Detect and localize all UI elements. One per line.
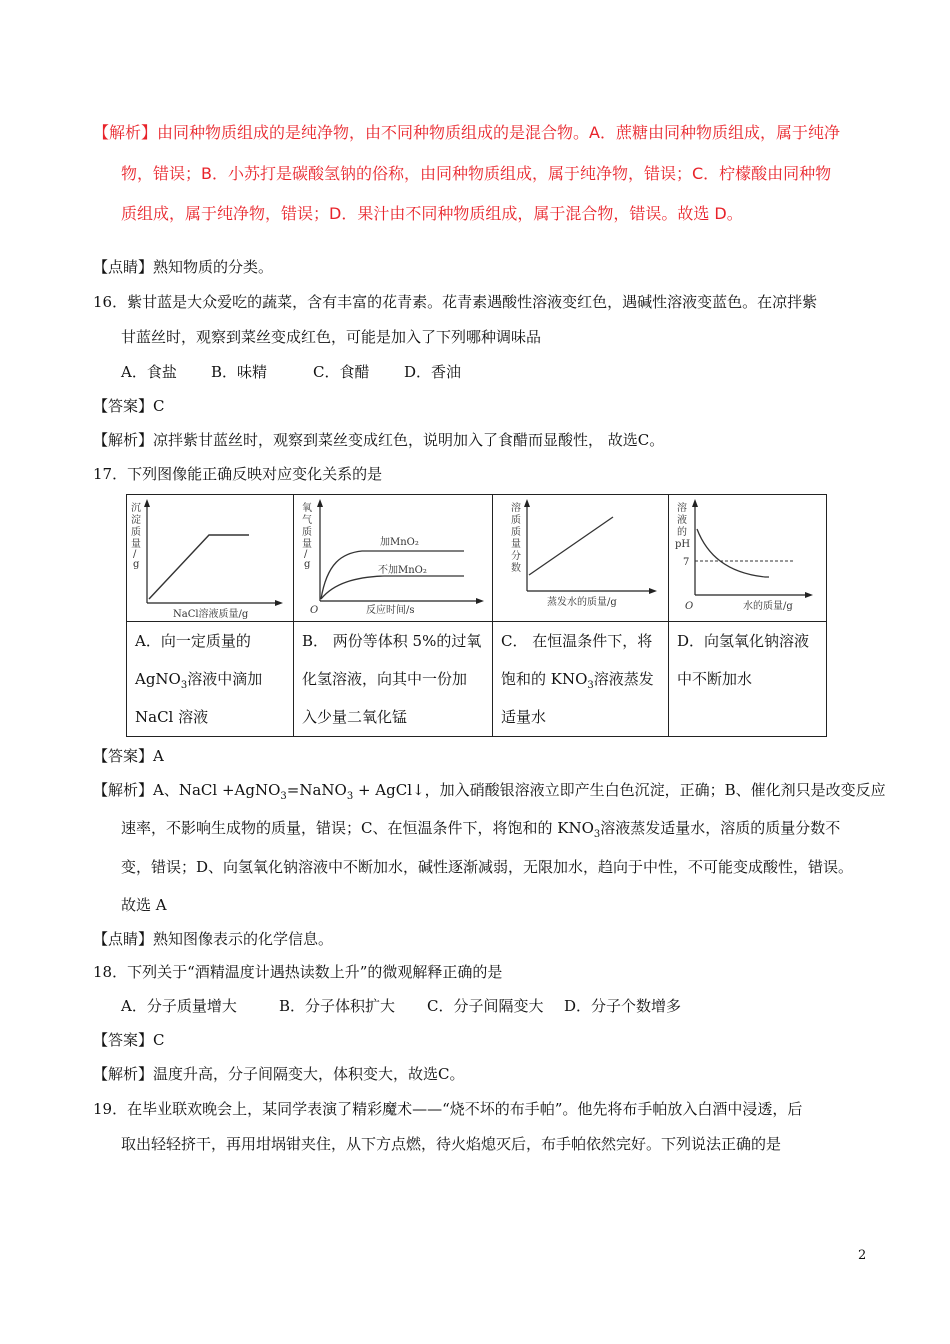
graph-c-y-arrow	[524, 499, 530, 507]
graph-a-x-arrow	[275, 600, 283, 606]
q16-option-b: B．味精	[211, 363, 268, 381]
graph-a-curve	[149, 535, 249, 599]
graph-c-ylabel-5: 数	[511, 563, 521, 574]
option-b-line1: B． 两份等体积 5%的过氧	[302, 632, 482, 650]
graph-c-ylabel-2: 质	[511, 527, 521, 538]
option-b-cell	[294, 622, 493, 737]
graph-b	[294, 495, 493, 621]
graph-a-ylabel-0: 沉	[131, 503, 141, 514]
graph-a-y-arrow	[144, 499, 150, 507]
q16-option-d: D．香油	[404, 363, 462, 381]
q15-tip: 【点睛】熟知物质的分类。	[93, 258, 274, 276]
graph-d-ylabel-1: 液	[677, 515, 687, 526]
graph-a-cell	[127, 495, 294, 622]
q18-option-d: D．分子个数增多	[564, 997, 682, 1015]
q17-answer: 【答案】A	[93, 747, 164, 765]
graph-b-curve-no-mno2	[321, 576, 464, 599]
graph-d-xlabel: 水的质量/g	[743, 601, 793, 612]
graph-a	[127, 495, 294, 621]
graph-d-ylabel-0: 溶	[677, 503, 687, 514]
q17-analysis-line2: 速率，不影响生成物的质量，错误；C、在恒温条件下，将饱和的 $KNO_3$溶液蒸发适量水，溶质的质量分数不	[121, 819, 841, 840]
q16-stem-line1: 16．紫甘蓝是大众爱吃的蔬菜，含有丰富的花青素。花青素遇酸性溶液变红色，遇碱性溶液变蓝色。在凉拌紫	[93, 293, 818, 311]
graph-d-tick-7: 7	[683, 557, 690, 568]
option-d-line1: D．向氢氧化钠溶液	[677, 632, 810, 650]
q17-graph-table	[126, 494, 827, 737]
option-c-cell	[493, 622, 669, 737]
option-a-cell	[127, 622, 294, 737]
option-c-line1: C． 在恒温条件下，将	[501, 632, 653, 650]
option-a-line1: A．向一定质量的	[135, 632, 251, 650]
graph-c	[493, 495, 669, 621]
q15-analysis-line3: 质组成，属于纯净物，错误；D．果汁由不同种物质组成，属于混合物，错误。故选 D。	[121, 204, 743, 223]
graph-b-y-arrow	[317, 499, 323, 507]
q18-option-b: B．分子体积扩大	[279, 997, 396, 1015]
q17-tip: 【点睛】熟知图像表示的化学信息。	[93, 930, 334, 948]
option-c-line2: 饱和的 $KNO_3$溶液蒸发	[501, 670, 654, 691]
q18-option-c: C．分子间隔变大	[427, 997, 544, 1015]
graph-c-xlabel: 蒸发水的质量/g	[547, 597, 617, 608]
q17-stem: 17．下列图像能正确反映对应变化关系的是	[93, 465, 383, 483]
option-d-line2: 中不断加水	[677, 670, 753, 688]
graph-c-cell	[493, 495, 669, 622]
graph-d-origin: O	[685, 601, 694, 612]
graph-d-ylabel-3: pH	[675, 539, 691, 550]
graph-b-label-mno2: 加MnO₂	[380, 537, 419, 548]
graph-c-ylabel-1: 质	[511, 515, 521, 526]
q18-analysis: 【解析】温度升高，分子间隔变大，体积变大，故选C。	[93, 1065, 465, 1083]
graph-a-ylabel-3: 量	[131, 539, 141, 550]
graph-b-x-arrow	[476, 598, 484, 604]
graph-b-cell	[294, 495, 493, 622]
option-d-cell	[669, 622, 827, 737]
graph-b-ylabel-0: 氧	[302, 503, 312, 514]
q16-analysis: 【解析】凉拌紫甘蓝丝时，观察到菜丝变成红色，说明加入了食醋而显酸性， 故选C。	[93, 431, 665, 449]
graph-d-curve	[697, 529, 769, 577]
graph-d	[669, 495, 827, 621]
q16-stem-line2: 甘蓝丝时，观察到菜丝变成红色，可能是加入了下列哪种调味品	[121, 328, 542, 346]
q19-stem-line2: 取出轻轻挤干，再用坩埚钳夹住，从下方点燃，待火焰熄灭后，布手帕依然完好。下列说法正确的是	[121, 1135, 782, 1153]
graph-b-ylabel-5: g	[304, 559, 311, 570]
q18-option-a: A．分子质量增大	[121, 997, 237, 1015]
graph-a-ylabel-2: 质	[131, 527, 141, 538]
graph-c-curve	[529, 517, 613, 575]
graph-b-xlabel: 反应时间/s	[366, 605, 415, 616]
graph-b-label-no-mno2: 不加MnO₂	[378, 565, 427, 576]
graph-a-ylabel-5: g	[133, 559, 140, 570]
option-c-line3: 适量水	[501, 708, 547, 726]
q16-option-a: A．食盐	[121, 363, 177, 381]
graph-d-cell	[669, 495, 827, 622]
q16-option-c: C．食醋	[313, 363, 370, 381]
graph-b-ylabel-4: /	[304, 549, 308, 560]
graph-a-ylabel-1: 淀	[131, 515, 141, 526]
q17-analysis-line1: 【解析】A、NaCl +AgNO$_3$=NaNO$_3$ + AgCl↓，加入硝酸银溶液立即产生白色沉淀，正确；B、催化剂只是改变反应	[93, 781, 886, 802]
q19-stem-line1: 19．在毕业联欢晚会上，某同学表演了精彩魔术——“烧不坏的布手帕”。他先将布手帕放入白酒中浸透，后	[93, 1100, 803, 1118]
option-b-line3: 入少量二氧化锰	[302, 708, 408, 726]
graph-a-ylabel-4: /	[133, 549, 137, 560]
graph-c-x-arrow	[649, 588, 657, 594]
graph-b-ylabel-3: 量	[302, 539, 312, 550]
page-number: 2	[858, 1248, 867, 1263]
graph-c-ylabel-3: 量	[511, 539, 521, 550]
graph-a-xlabel: NaCl溶液质量/g	[173, 609, 249, 620]
option-a-line3: NaCl 溶液	[135, 708, 209, 726]
graph-c-ylabel-4: 分	[511, 551, 521, 562]
option-a-line2: AgNO$_3$溶液中滴加	[135, 670, 263, 691]
graph-b-origin: O	[310, 605, 319, 616]
graph-c-ylabel-0: 溶	[511, 503, 521, 514]
q17-analysis-line3: 变，错误；D、向氢氧化钠溶液中不断加水，碱性逐渐减弱，无限加水，趋向于中性，不可能变成酸性，错误。	[121, 858, 854, 876]
graph-b-ylabel-1: 气	[302, 515, 312, 526]
option-b-line2: 化氢溶液，向其中一份加	[302, 670, 468, 688]
graph-d-y-arrow	[692, 499, 698, 507]
graph-d-x-arrow	[805, 592, 813, 598]
graph-d-ylabel-2: 的	[677, 527, 687, 538]
q18-stem: 18．下列关于“酒精温度计遇热读数上升”的微观解释正确的是	[93, 963, 503, 981]
q18-answer: 【答案】C	[93, 1031, 165, 1049]
q15-analysis-line1: 【解析】由同种物质组成的是纯净物，由不同种物质组成的是混合物。A．蔗糖由同种物质组成，属于纯净	[93, 123, 840, 142]
q15-analysis-line2: 物，错误；B．小苏打是碳酸氢钠的俗称，由同种物质组成，属于纯净物，错误；C．柠檬酸由同种物	[121, 164, 832, 183]
graph-b-ylabel-2: 质	[302, 527, 312, 538]
q16-answer: 【答案】C	[93, 397, 165, 415]
q17-analysis-line4: 故选 A	[121, 896, 167, 914]
